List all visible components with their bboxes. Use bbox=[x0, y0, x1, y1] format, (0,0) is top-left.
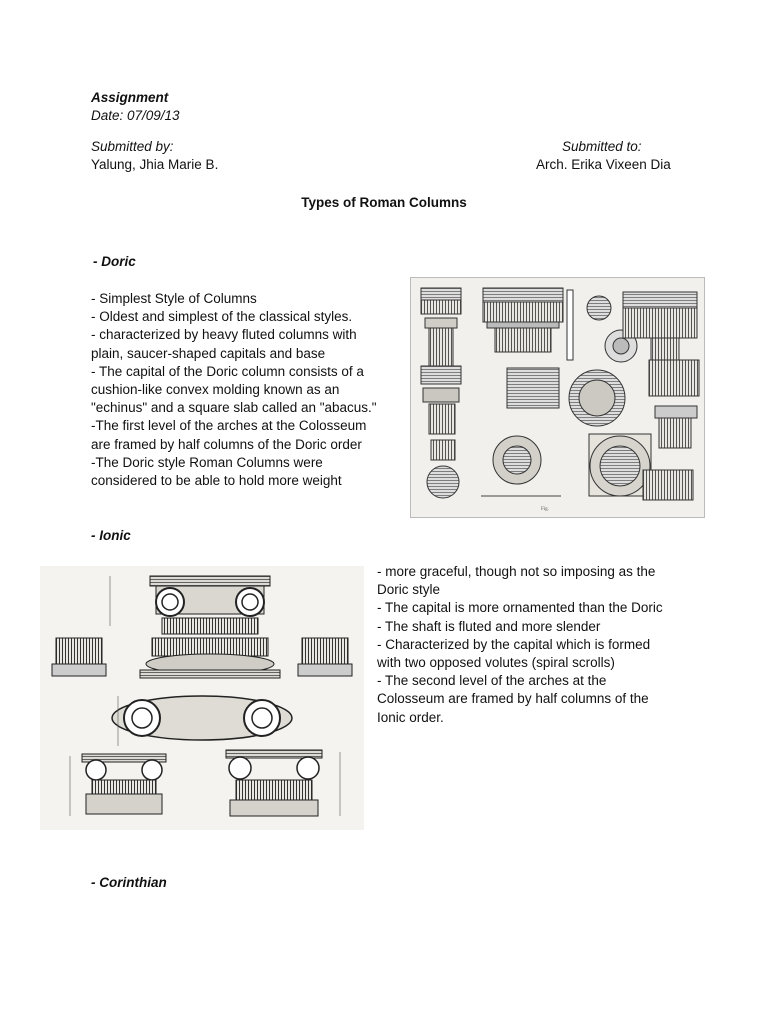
doric-line: -The first level of the arches at the Colosseum bbox=[91, 418, 367, 434]
doric-line: "echinus" and a square slab called an "abacus." bbox=[91, 400, 377, 416]
ionic-line: - Characterized by the capital which is formed bbox=[377, 636, 651, 652]
submitted-to-label: Submitted to: bbox=[562, 139, 642, 154]
doric-line: - Oldest and simplest of the classical styles. bbox=[91, 309, 353, 325]
document-title: Types of Roman Columns bbox=[301, 195, 467, 210]
ionic-heading: - Ionic bbox=[91, 528, 131, 543]
doric-column-engraving bbox=[410, 277, 705, 518]
ionic-line: with two opposed volutes (spiral scrolls) bbox=[377, 655, 615, 671]
submitted-by-name: Yalung, Jhia Marie B. bbox=[91, 157, 219, 172]
doric-line: -The Doric style Roman Columns were bbox=[91, 454, 323, 470]
assignment-label: Assignment bbox=[91, 90, 169, 105]
doric-line: - characterized by heavy fluted columns with bbox=[91, 327, 357, 343]
doric-line: are framed by half columns of the Doric order bbox=[91, 436, 362, 452]
doric-heading: - Doric bbox=[93, 254, 136, 269]
submitted-to-name: Arch. Erika Vixeen Dia bbox=[536, 157, 671, 172]
ionic-column-engraving bbox=[40, 566, 364, 830]
ionic-line: - The second level of the arches at the bbox=[377, 673, 607, 689]
doric-line: plain, saucer-shaped capitals and base bbox=[91, 345, 326, 361]
doric-line: - Simplest Style of Columns bbox=[91, 291, 257, 306]
ionic-description bbox=[377, 563, 663, 727]
svg-text:Fig.: Fig. bbox=[541, 507, 549, 512]
corinthian-heading: - Corinthian bbox=[91, 875, 167, 890]
submitted-by-label: Submitted by: bbox=[91, 139, 174, 154]
doric-line: considered to be able to hold more weight bbox=[91, 473, 342, 489]
doric-line: - The capital of the Doric column consists of a bbox=[91, 363, 364, 379]
ionic-line: - The shaft is fluted and more slender bbox=[377, 618, 601, 634]
ionic-line: Doric style bbox=[377, 582, 441, 598]
doric-line: cushion-like convex molding known as an bbox=[91, 382, 340, 398]
ionic-line: Colosseum are framed by half columns of the bbox=[377, 691, 649, 707]
ionic-line: - more graceful, though not so imposing as the bbox=[377, 564, 656, 579]
date-text: Date: 07/09/13 bbox=[91, 108, 180, 123]
doric-description bbox=[91, 290, 377, 490]
ionic-line: - The capital is more ornamented than the Doric bbox=[377, 600, 663, 616]
ionic-line: Ionic order. bbox=[377, 709, 444, 725]
